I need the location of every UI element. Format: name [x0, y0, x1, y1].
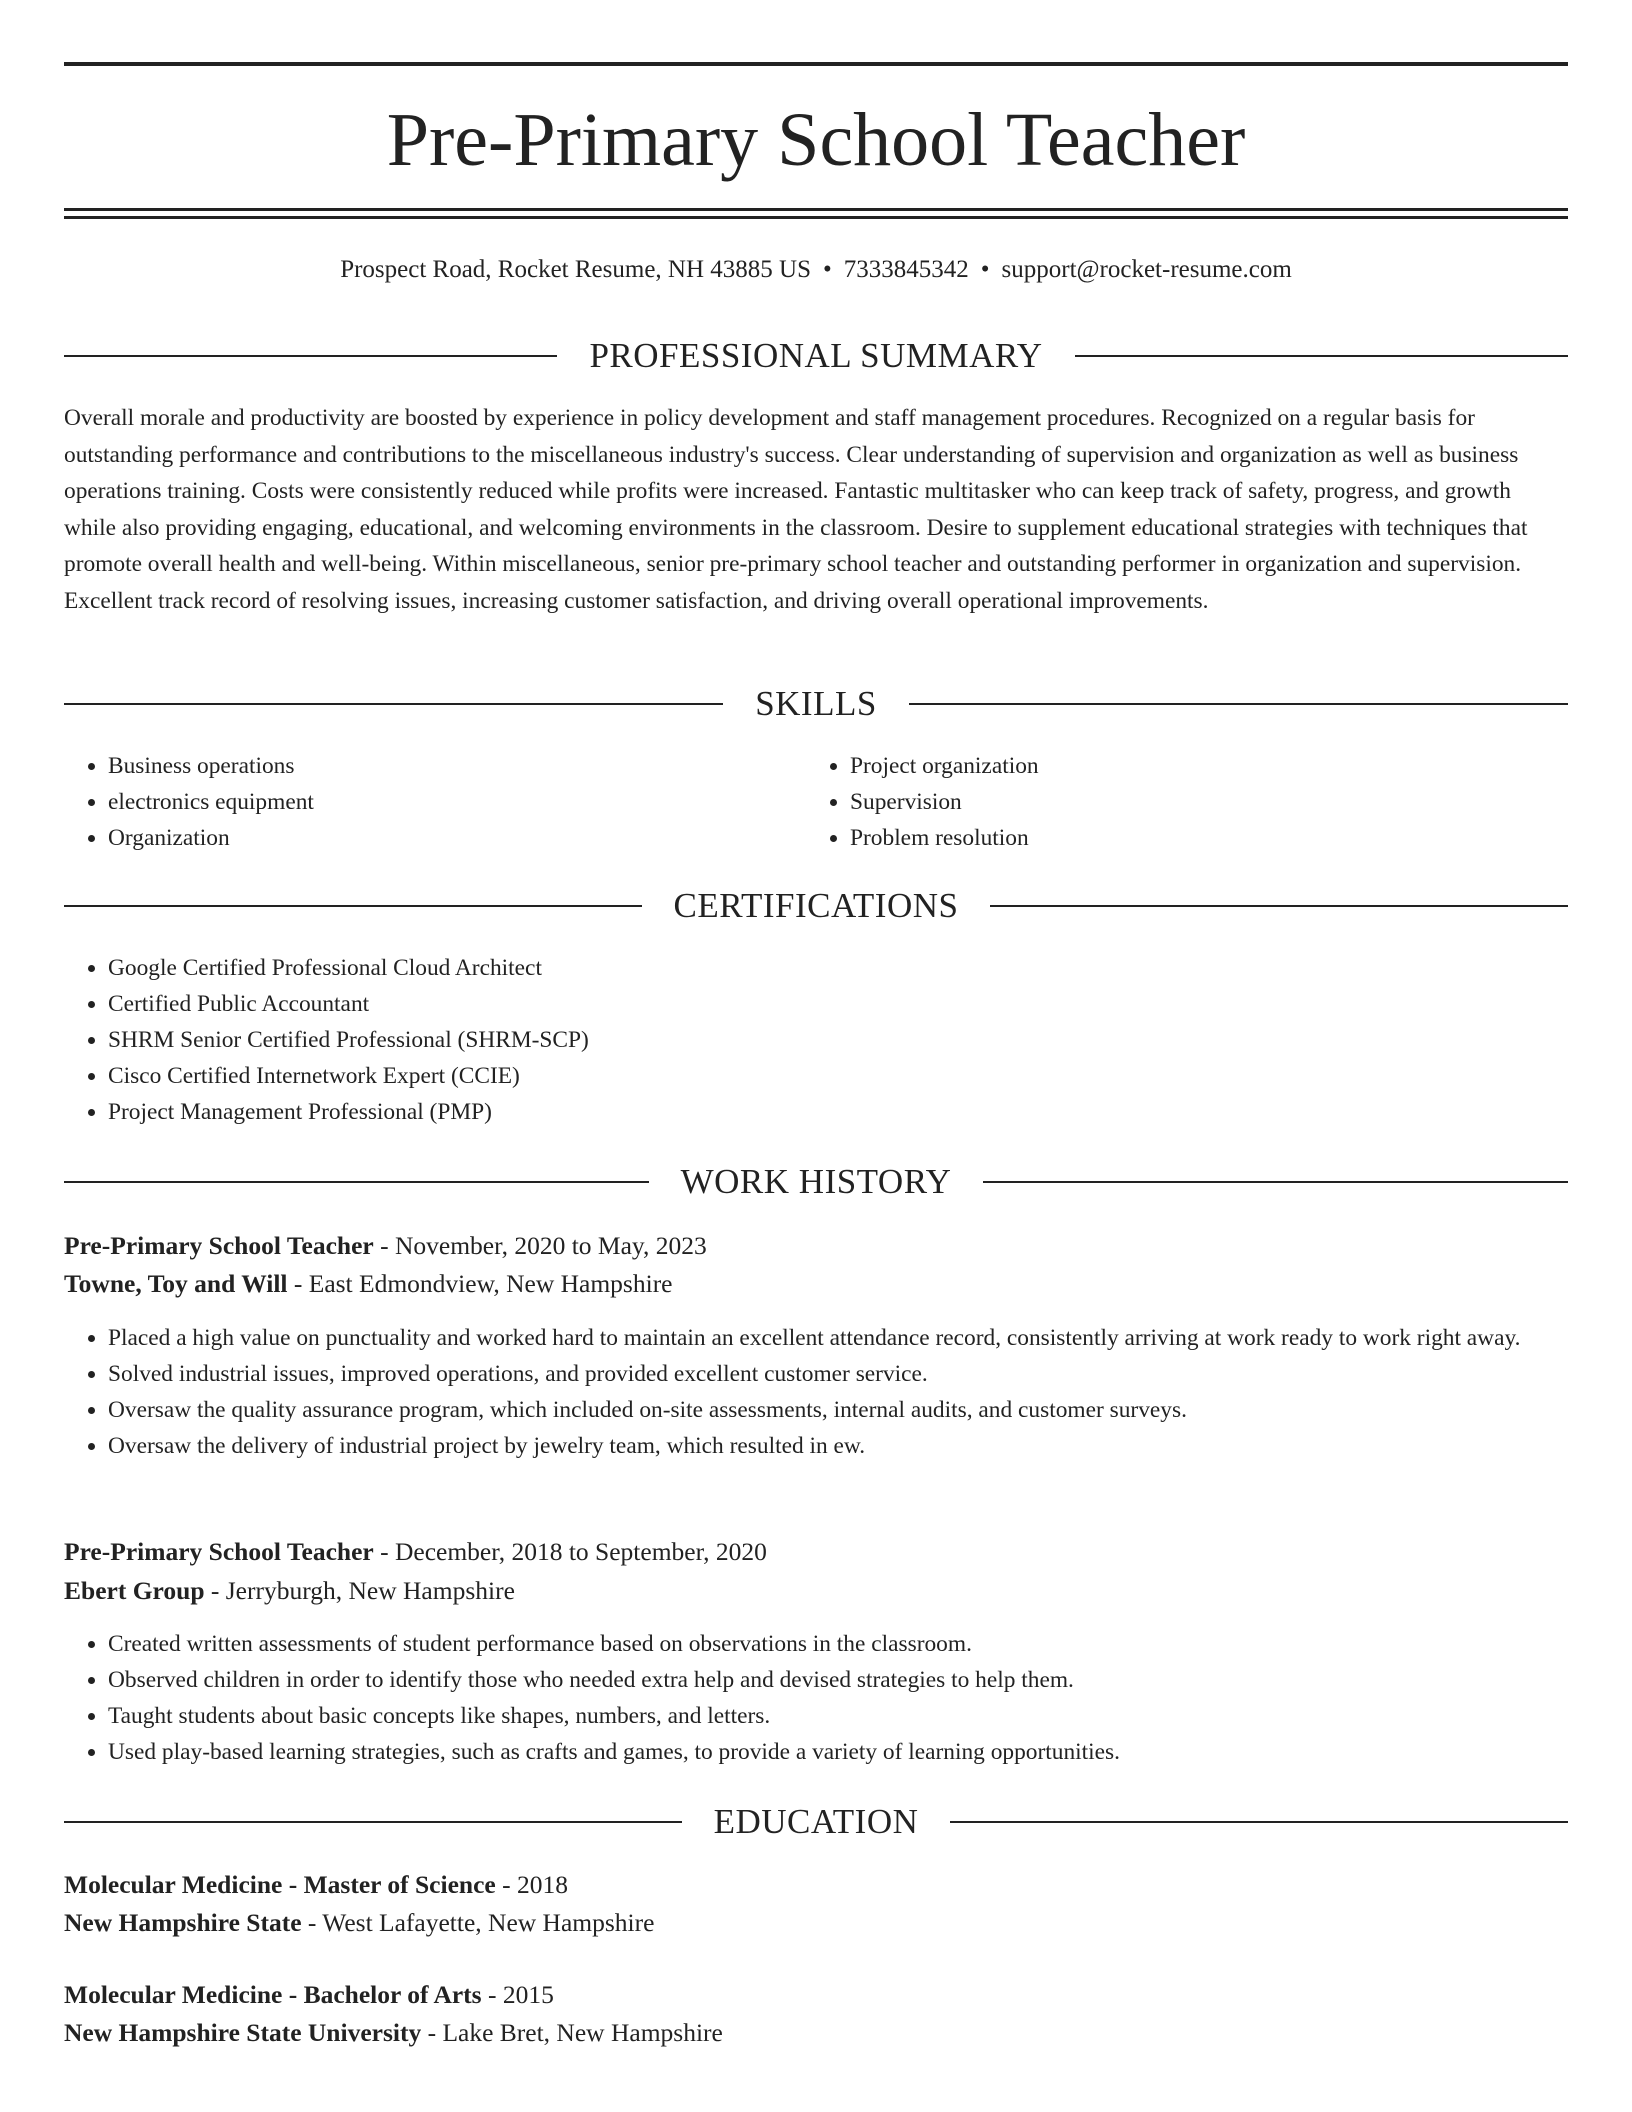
list-item: • Project organization — [850, 748, 1550, 784]
list-item: • Business operations — [108, 748, 808, 784]
skills-list-right — [806, 748, 1550, 856]
education-school-line — [64, 1904, 1568, 1942]
education-location: - Lake Bret, New Hampshire — [421, 2018, 723, 2047]
contact-line — [64, 253, 1568, 287]
list-item: • Oversaw the quality assurance program, which included on-site assessments, internal audits, and customer surveys. — [108, 1392, 1568, 1428]
heading-rule-right — [909, 703, 1568, 705]
job-company-line — [64, 1572, 1568, 1610]
job-company: Towne, Toy and Will — [64, 1269, 288, 1298]
section-heading-education — [64, 1800, 1568, 1844]
list-item: • Certified Public Accountant — [108, 986, 1568, 1022]
header-top-rule — [64, 62, 1568, 66]
section-heading-label: EDUCATION — [713, 1802, 919, 1841]
list-item: • SHRM Senior Certified Professional (SHRM-SCP) — [108, 1022, 1568, 1058]
list-item: • Cisco Certified Internetwork Expert (CCIE) — [108, 1058, 1568, 1094]
skills-list-left — [64, 748, 808, 856]
education-school-line — [64, 2014, 1568, 2052]
contact-email: support@rocket-resume.com — [1001, 256, 1292, 283]
heading-rule-right — [983, 1181, 1568, 1183]
job-company-line — [64, 1265, 1568, 1303]
section-heading-certifications — [64, 884, 1568, 928]
heading-rule-right — [1075, 355, 1568, 357]
heading-rule-left — [64, 1181, 649, 1183]
section-heading-skills — [64, 682, 1568, 726]
job-location: - Jerryburgh, New Hampshire — [204, 1576, 515, 1605]
job-dates: - December, 2018 to September, 2020 — [373, 1537, 767, 1566]
job-dates: - November, 2020 to May, 2023 — [373, 1231, 707, 1260]
heading-rule-left — [64, 905, 642, 907]
heading-rule-right — [950, 1821, 1568, 1823]
list-item: • Placed a high value on punctuality and worked hard to maintain an excellent attendance record, consistently arriving at work ready to work right away. — [108, 1320, 1568, 1356]
education-year: - 2015 — [481, 1980, 554, 2009]
list-item: • Used play-based learning strategies, such as crafts and games, to provide a variety of learning opportunities. — [108, 1734, 1568, 1770]
job-bullets — [64, 1626, 1568, 1770]
education-school: New Hampshire State University — [64, 2018, 422, 2047]
education-degree: Molecular Medicine - Master of Science — [64, 1870, 496, 1899]
job-company: Ebert Group — [64, 1576, 205, 1605]
heading-rule-right — [990, 905, 1568, 907]
education-location: - West Lafayette, New Hampshire — [301, 1908, 655, 1937]
section-heading-work-history — [64, 1160, 1568, 1204]
summary-text: Overall morale and productivity are boosted by experience in policy development and staff management procedures. Recognized on a regular basis for outstanding performance and contributions to the miscellaneous industry's success. Clear understanding of supervision and organization as well as business operations training. Costs were consistently reduced while profits were increased. Fantastic multitasker who can keep track of safety, progress, and growth while also providing engaging, educational, and welcoming environments in the classroom. Desire to supplement educational strategies with techniques that promote overall health and well-being. Within miscellaneous, senior pre-primary school teacher and outstanding performer in organization and supervision. Excellent track record of resolving issues, increasing customer satisfaction, and driving overall operational improvements. — [64, 405, 1528, 614]
job-title-line — [64, 1227, 1568, 1265]
contact-separator: • — [980, 256, 990, 283]
contact-address: Prospect Road, Rocket Resume, NH 43885 US — [340, 256, 811, 283]
list-item: • Organization — [108, 820, 808, 856]
heading-rule-left — [64, 355, 557, 357]
job-bullets — [64, 1320, 1568, 1464]
header-rule-lower — [64, 216, 1568, 219]
job-location: - East Edmondview, New Hampshire — [287, 1269, 673, 1298]
job-title: Pre-Primary School Teacher — [64, 1231, 374, 1260]
heading-rule-left — [64, 703, 723, 705]
heading-rule-left — [64, 1821, 682, 1823]
section-heading-label: WORK HISTORY — [680, 1162, 952, 1201]
list-item: • Solved industrial issues, improved operations, and provided excellent customer service. — [108, 1356, 1568, 1392]
education-degree: Molecular Medicine - Bachelor of Arts — [64, 1980, 482, 2009]
list-item: • electronics equipment — [108, 784, 808, 820]
contact-phone: 7333845342 — [843, 256, 969, 283]
section-heading-label: CERTIFICATIONS — [673, 886, 959, 925]
education-school: New Hampshire State — [64, 1908, 302, 1937]
section-heading-summary — [64, 334, 1568, 378]
contact-separator: • — [822, 256, 832, 283]
education-degree-line — [64, 1976, 1568, 2014]
list-item: • Project Management Professional (PMP) — [108, 1094, 1568, 1130]
list-item: • Observed children in order to identify those who needed extra help and devised strategies to help them. — [108, 1662, 1568, 1698]
section-heading-label: PROFESSIONAL SUMMARY — [589, 336, 1043, 375]
list-item: • Taught students about basic concepts like shapes, numbers, and letters. — [108, 1698, 1568, 1734]
list-item: • Oversaw the delivery of industrial project by jewelry team, which resulted in ew. — [108, 1428, 1568, 1464]
header-rule-upper — [64, 208, 1568, 211]
section-heading-label: SKILLS — [755, 684, 877, 723]
list-item: • Google Certified Professional Cloud Architect — [108, 950, 1568, 986]
resume-title: Pre-Primary School Teacher — [386, 98, 1246, 182]
job-title: Pre-Primary School Teacher — [64, 1537, 374, 1566]
certifications-list — [64, 950, 1568, 1130]
list-item: • Supervision — [850, 784, 1550, 820]
education-degree-line — [64, 1866, 1568, 1904]
list-item: • Problem resolution — [850, 820, 1550, 856]
list-item: • Created written assessments of student performance based on observations in the classroom. — [108, 1626, 1568, 1662]
job-title-line — [64, 1533, 1568, 1571]
education-year: - 2018 — [495, 1870, 568, 1899]
